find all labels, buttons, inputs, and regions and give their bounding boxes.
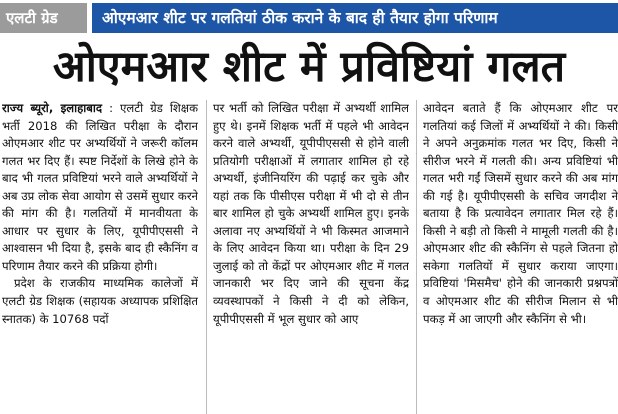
headline-strap: [0, 0, 618, 38]
article-paragraph: पर भर्ती को लिखित परीक्षा में अभ्यर्थी शामिल हुए थे। इनमें शिक्षक भर्ती में पहले भी आवेदन करने वाले अभ्यर्थी, यूपीपीएससी से होने वाली प्रतियोगी परीक्षाओं में लगातार शामिल हो रहे अभ्यर्थी, इंजीनियरिंग की पढ़ाई कर चुके और यहां तक कि पीसीएस परीक्षा में भी दो से तीन बार शामिल हो चुके अभ्यर्थी शामिल हुए। इनके अलावा नए अभ्यर्थियों ने भी किस्मत आजमाने के लिए आवेदन किया था। परीक्षा के दिन 29 जुलाई को तो केंद्रों पर ओएमआर शीट में गलत जानकारी भर दिए जाने की सूचना केंद्र व्यवस्थापकों ने किसी ने दी को लेकिन, यूपीपीएससी में भूल सुधार को आए: [213, 101, 409, 326]
article-paragraph: [2, 100, 198, 275]
article-column-1: [2, 100, 198, 414]
article-paragraph: आवेदन बताते हैं कि ओएमआर शीट पर गलतियां कई जिलों में अभ्यर्थियों ने की। किसी ने अपने अनुक्रमांक गलत भर दिए, किसी ने सीरीज भरने में गलती की। अन्य प्रविष्टियां भी गलत भरी गईं जिसमें सुधार करने की अब मांग की गई है। यूपीपीएससी के सचिव जगदीश ने बताया है कि प्रत्यावेदन लगातार मिल रहे हैं। किसी ने बड़ी तो किसी ने मामूली गलती की है। ओएमआर शीट की स्कैनिंग से पहले जितना हो सकेगा गलतियों में सुधार कराया जाएगा। प्रविष्टियां 'मिसमैच' होने की जानकारी प्रश्नपत्रों व ओएमआर शीट की सीरीज मिलान से भी पकड़ में आ जाएगी और स्कैनिंग से भी।: [423, 101, 618, 326]
main-headline: ओएमआर शीट में प्रविष्टियां गलत: [52, 42, 566, 92]
section-tag: एलटी ग्रेड: [0, 3, 90, 33]
article-column-2: [213, 100, 409, 414]
article-paragraph: प्रदेश के राजकीय माध्यमिक कालेजों में एलटी ग्रेड शिक्षक (सहायक अध्यापक प्रशिक्षित स्नातक) के 10768 पदों: [2, 276, 198, 326]
article-column-3: [423, 100, 618, 414]
paragraph-text: : एलटी ग्रेड शिक्षक भर्ती 2018 की लिखित परीक्षा के दौरान ओएमआर शीट पर अभ्यर्थियों ने जरूरी कॉलम गलत भर दिए हैं। स्पष्ट निर्देशों के लिखे होने के बाद भी गलत प्रविष्टियां भरने वाले अभ्यर्थियों ने अब उप्र लोक सेवा आयोग से उसमें सुधार करने की मांग की है। गलतियों में मानवीयता के आधार पर सुधार के लिए, यूपीपीएससी ने आश्वासन भी दिया है, इसके बाद ही स्कैनिंग व परिणाम तैयार करने की प्रक्रिया होगी।: [2, 101, 198, 273]
subheadline: ओएमआर शीट पर गलतियां ठीक कराने के बाद ही तैयार होगा परिणाम: [92, 3, 618, 33]
byline: राज्य ब्यूरो, इलाहाबाद: [2, 101, 103, 115]
article-body: [0, 100, 618, 414]
